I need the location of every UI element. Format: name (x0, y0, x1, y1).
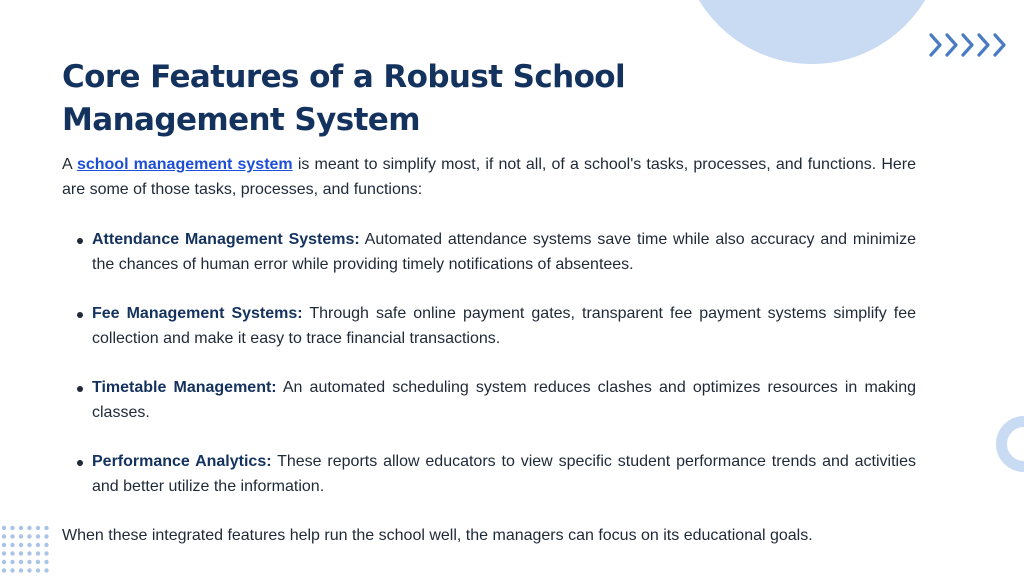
decorative-dot (44, 568, 48, 572)
feature-item-performance (62, 449, 916, 499)
bullet-icon (77, 460, 83, 466)
decorative-dot (27, 568, 31, 572)
decorative-dot (2, 560, 6, 564)
decorative-dot (19, 568, 23, 572)
slide-content (62, 152, 916, 548)
decorative-dot (36, 568, 40, 572)
decorative-dot (2, 526, 6, 530)
intro-suffix: is meant to simplify most, if not all, of a school's tasks, processes, and functions. Here are some of those tasks, processes, and functions: (62, 156, 917, 198)
feature-title: Performance Analytics: (92, 453, 272, 470)
dot-grid-icon (0, 524, 52, 576)
decorative-dot (2, 551, 6, 555)
chevrons-right-icon (928, 31, 1014, 59)
school-management-system-link[interactable]: school management system (76, 156, 293, 173)
decorative-dot (27, 543, 31, 547)
decorative-dot (36, 560, 40, 564)
bullet-icon (77, 238, 83, 244)
feature-text: Through safe online payment gates, transparent fee payment systems simplify fee collection and make it easy to trace financial transactions. (92, 305, 916, 347)
feature-text: These reports allow educators to view specific student performance trends and activities and better utilize the information. (92, 453, 916, 495)
decorative-dot (27, 551, 31, 555)
feature-text: Automated attendance systems save time while also accuracy and minimize the chances of human error while providing timely notifications of absentees. (92, 231, 916, 273)
decorative-dot (36, 526, 40, 530)
intro-prefix: A (62, 156, 72, 173)
decorative-dot (36, 543, 40, 547)
decorative-dot (44, 534, 48, 538)
decorative-dot (27, 534, 31, 538)
feature-item-fee (62, 301, 916, 351)
page-title: Core Features of a Robust School Management System (62, 59, 626, 138)
decorative-dot (2, 534, 6, 538)
decorative-dot (19, 534, 23, 538)
feature-list (62, 227, 916, 499)
bullet-icon (77, 312, 83, 318)
decorative-dot (10, 543, 14, 547)
decorative-dot (36, 551, 40, 555)
decorative-dot (44, 543, 48, 547)
bullet-icon (77, 386, 83, 392)
decorative-dot (19, 560, 23, 564)
feature-title: Attendance Management Systems: (92, 231, 360, 248)
decorative-dot (27, 526, 31, 530)
decorative-dot (10, 560, 14, 564)
decorative-dot (19, 551, 23, 555)
decorative-dot (10, 526, 14, 530)
decorative-dot (19, 526, 23, 530)
decorative-ring-right (996, 416, 1024, 472)
decorative-dot (44, 551, 48, 555)
decorative-dot (44, 560, 48, 564)
decorative-dot (10, 551, 14, 555)
decorative-dot (27, 560, 31, 564)
feature-title: Fee Management Systems: (92, 305, 303, 322)
decorative-dot (10, 568, 14, 572)
decorative-dot (19, 543, 23, 547)
decorative-dot (2, 543, 6, 547)
decorative-dot (2, 568, 6, 572)
decorative-dot (44, 526, 48, 530)
conclusion-paragraph: When these integrated features help run the school well, the managers can focus on its educational goals. (62, 527, 813, 544)
feature-item-timetable (62, 375, 916, 425)
feature-title: Timetable Management: (92, 379, 277, 396)
feature-text: An automated scheduling system reduces clashes and optimizes resources in making classes. (92, 379, 917, 421)
decorative-dot (10, 534, 14, 538)
decorative-dot (36, 534, 40, 538)
intro-paragraph (62, 152, 916, 202)
feature-item-attendance (62, 227, 916, 277)
decorative-circle-top (680, 0, 944, 64)
